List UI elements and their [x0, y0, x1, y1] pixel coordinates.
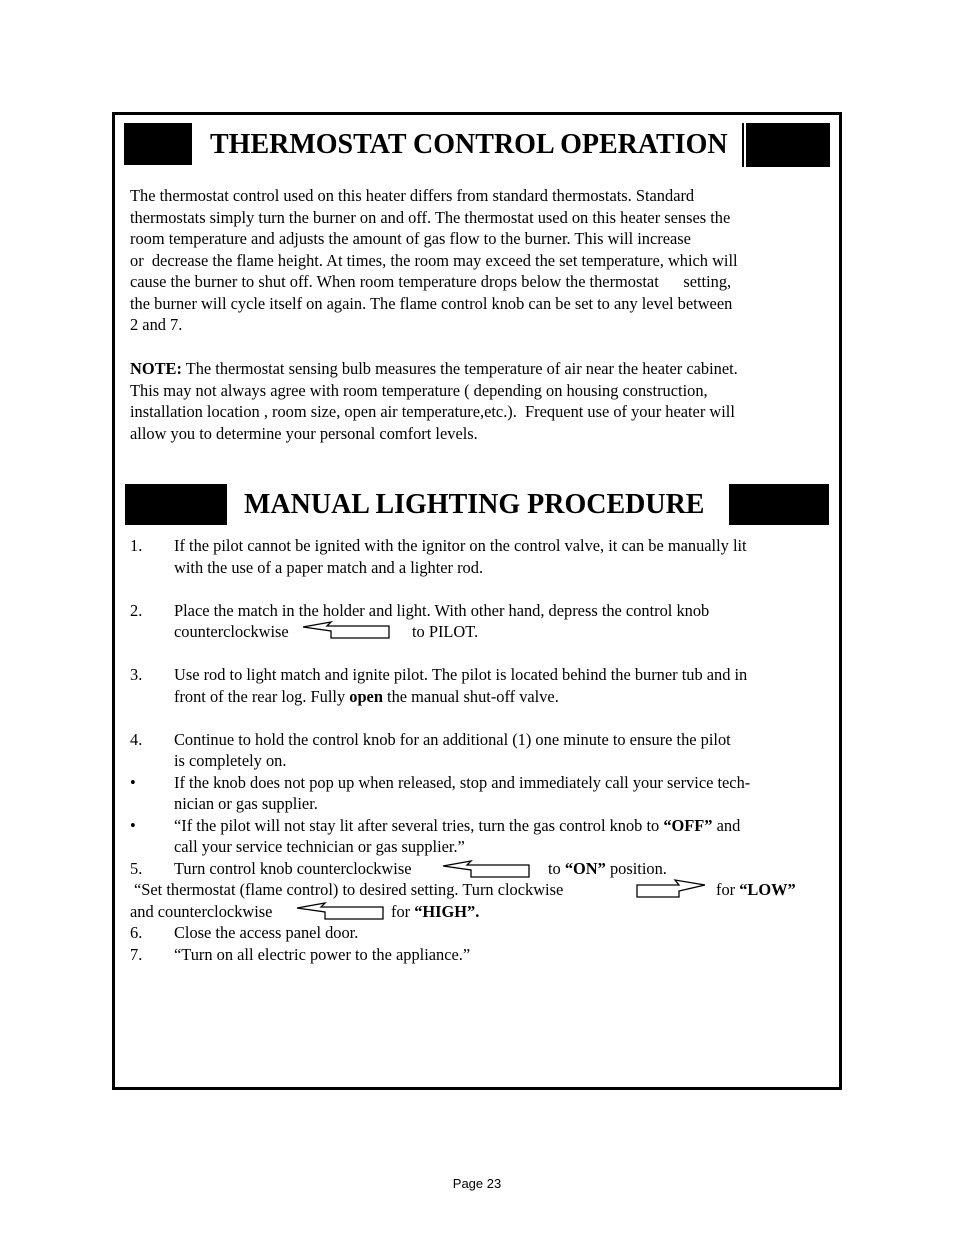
note-label: NOTE:: [130, 359, 182, 378]
text-line: The thermostat control used on this heater differs from standard thermostats. Standard: [130, 186, 695, 205]
instruction-line: and counterclockwise for “HIGH”.: [130, 902, 480, 921]
text-line: cause the burner to shut off. When room temperature drops below the thermostat setting,: [130, 272, 732, 291]
clockwise-arrow-icon: [635, 877, 707, 899]
counterclockwise-arrow-icon: [301, 621, 393, 641]
text-line: This may not always agree with room temperature ( depending on housing construction,: [130, 380, 708, 400]
text-line: installation location , room size, open air temperature,etc.). Frequent use of your heater will: [130, 402, 735, 421]
page-number: Page 23: [452, 1176, 502, 1191]
heading-bar-right: [729, 484, 829, 525]
text-line: thermostats simply turn the burner on and off. The thermostat used on this heater senses the: [130, 207, 731, 227]
heading-bar-left: [125, 484, 227, 525]
content-frame: THERMOSTAT CONTROL OPERATION The thermostat control used on this heater differs from standard thermostats. Standard thermostats simply turn the burner on and off. The thermostat used on this heater senses the room temperature and adjusts the amount of gas flow to the burner. This will increase or decrease the flame height. At times, the room may exceed the set temperature, which will cause the burner to shut off. When room temperature drops below the thermostat setting, the burner will cycle itself on again. The flame control knob can be set to any level between 2 and 7. NOTE: The thermostat sensing bulb measures the temperature of air near the heater cabinet. This may not always agree with room temperature ( depending on housing construction, installation location , room size, open air temperature,etc.). Frequent use of your heater will allow you to determine your personal comfort levels. MANUAL LIGHTING PROCEDURE 1. If the pilot cannot be ignited with the ignitor on the control valve, it can be manually lit with the use of a paper match and a lighter rod. 2. Place the match in the holder and light. With other hand, depress the control knob counterclockwise to PILOT. 3. Use rod to light match and ignite pilot. The pilot is located behind the burner tub and in front of the rear log. Fully open the manual shut-off valve. 4. Continue to hold the control knob for an additional (1) one minute to ensure the pilot is completely on. • If the knob does not pop up when released, stop and immediately call your service tech- nician or gas supplier. • “If the pilot will not stay lit after several tries, turn the gas control knob to “OFF” and call your service technician or gas supplier.” 5. Turn control knob counterclockwise to “ON” position. “Set thermostat (flame control) to desired setting. Turn clockwise for “LOW” and counterclockwise for “HIGH”. 6. Close the access panel door. 7. “Turn on all electric power to the appliance.”: [112, 112, 842, 1090]
text-line: or decrease the flame height. At times, the room may exceed the set temperature, which will: [130, 250, 738, 270]
section-title-thermostat: THERMOSTAT CONTROL OPERATION: [210, 129, 728, 160]
section-title-manual-lighting: MANUAL LIGHTING PROCEDURE: [244, 489, 705, 520]
heading-bar-right: [746, 123, 830, 167]
counterclockwise-arrow-icon: [295, 902, 387, 922]
heading-bar-left: [124, 123, 192, 165]
text-line: room temperature and adjusts the amount of gas flow to the burner. This will increase: [130, 229, 691, 248]
thermostat-paragraph: [130, 185, 830, 336]
text-line: 2 and 7.: [130, 315, 183, 334]
text-line: the burner will cycle itself on again. The flame control knob can be set to any level between: [130, 293, 733, 313]
heading-bar-right-tick: [742, 123, 744, 167]
text-line: allow you to determine your personal comfort levels.: [130, 423, 478, 443]
counterclockwise-arrow-icon: [441, 860, 533, 880]
text-line: The thermostat sensing bulb measures the temperature of air near the heater cabinet.: [181, 359, 738, 378]
instruction-line: “Set thermostat (flame control) to desired setting. Turn clockwise for “LOW”: [134, 880, 796, 899]
note-paragraph: [130, 358, 830, 444]
